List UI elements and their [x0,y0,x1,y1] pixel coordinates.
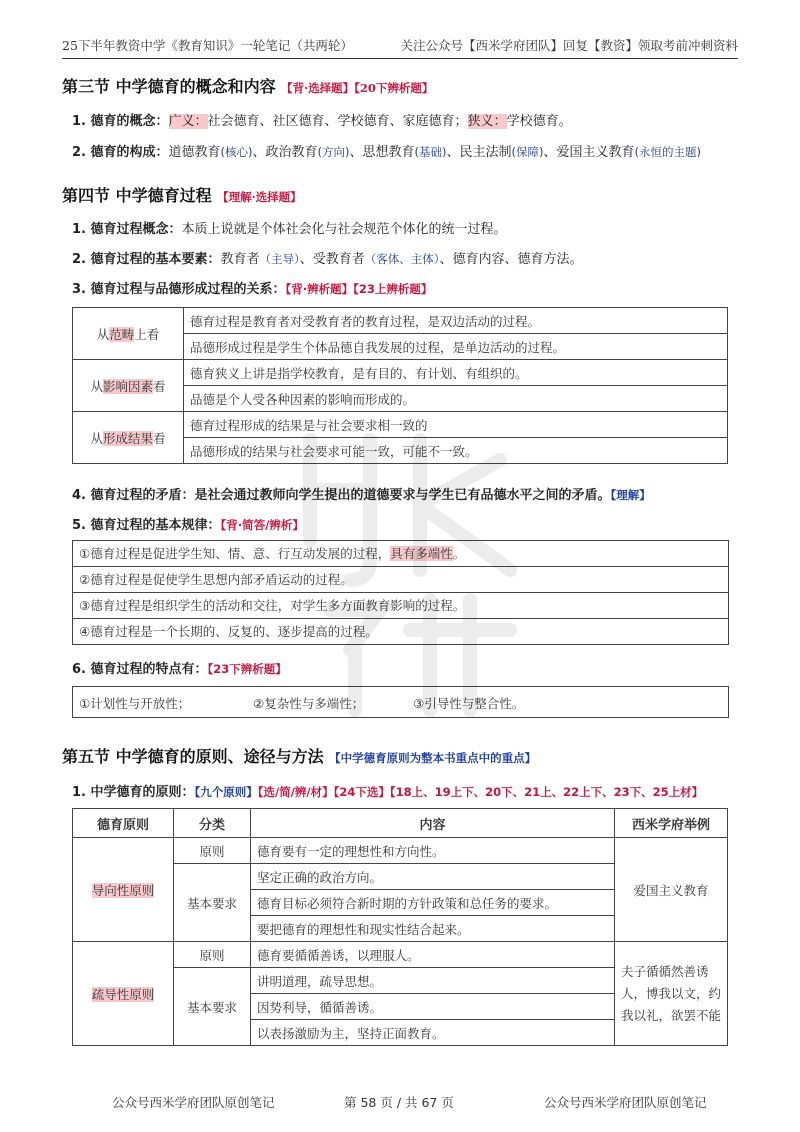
list-item: ④德育过程是一个长期的、反复的、逐步提高的过程。 [79,624,378,639]
process-elements: 2. 德育过程的基本要素：教育者（主导）、受教育者（客体、主体）、德育内容、德育方法。 [72,252,583,267]
relation-cell: 品德是个人受各种因素的影响而形成的。 [184,386,728,412]
footer-right: 公众号西米学府团队原创笔记 [544,1095,707,1110]
table-row [73,360,728,386]
page-number: 第 58 页 / 共 67 页 [344,1095,454,1110]
feature-item: ③引导性与整合性。 [413,696,525,711]
header-right: 关注公众号【西米学府团队】回复【教资】领取考前冲刺资料 [400,38,738,53]
relation-cell: 德育狭义上讲是指学校教育，是有目的、有计划、有组织的。 [184,360,728,386]
principle-content: 坚定正确的政治方向。 [251,864,615,890]
relation-cell: 德育过程是教育者对受教育者的教育过程，是双边活动的过程。 [184,308,728,334]
header-divider [62,58,738,59]
section-5-note: 【中学德育原则为整本书重点中的重点】 [329,751,537,765]
principle-content: 因势利导，循循善诱。 [251,994,615,1020]
relation-cell: 品德形成的结果与社会要求可能一致，可能不一致。 [184,438,728,464]
section-4-tags: 【理解·选择题】 [217,190,302,204]
table-row [73,308,728,334]
relation-label: 从影响因素看 [73,360,184,412]
relation-label: 从形成结果看 [73,412,184,464]
relation-cell: 品德形成过程是学生个体品德自我发展的过程，是单边活动的过程。 [184,334,728,360]
principle-content: 德育要有一定的理想性和方向性。 [251,838,615,864]
principle-content: 讲明道理，疏导思想。 [251,968,615,994]
table-row [73,942,728,968]
principle-category: 原则 [174,838,251,864]
footer-left: 公众号西米学府团队原创笔记 [112,1095,275,1110]
page-header [62,36,738,56]
moral-education-components: 2. 德育的构成：道德教育(核心)、政治教育(方向)、思想教育(基础)、民主法制(保障)、爱国主义教育(永恒的主题) [72,145,702,160]
principle-content: 以表扬激励为主，坚持正面教育。 [251,1020,615,1046]
principles-heading: 1. 中学德育的原则：【九个原则】【选/简/辨/材】【24下选】【18上、19上下、20下、21上、22上下、23下、25上材】 [72,785,704,800]
process-contradiction: 4. 德育过程的矛盾：是社会通过教师向学生提出的道德要求与学生已有品德水平之间的矛盾。【理解】 [72,488,651,503]
relation-label: 从范畴上看 [73,308,184,360]
feature-item: ①计划性与开放性； [79,696,191,711]
col-header: 分类 [174,809,251,838]
section-5-title: 第五节 中学德育的原则、途径与方法 【中学德育原则为整本书重点中的重点】 [62,747,537,766]
table-row [73,838,728,864]
col-header: 内容 [251,809,615,838]
list-item: ①德育过程是促进学生知、情、意、行互动发展的过程，具有多端性。 [73,541,728,567]
principle-category: 基本要求 [174,864,251,942]
relation-cell: 德育过程形成的结果是与社会要求相一致的 [184,412,728,438]
process-features-heading: 6. 德育过程的特点有：【23下辨析题】 [72,662,287,677]
principle-category: 原则 [174,942,251,968]
principle-example: 夫子循循然善诱人，博我以文，约我以礼，欲罢不能 [615,942,728,1046]
section-4-title: 第四节 中学德育过程 【理解·选择题】 [62,186,302,205]
principle-name: 疏导性原则 [73,942,174,1046]
col-header: 西米学府举例 [615,809,728,838]
principle-example: 爱国主义教育 [615,838,728,942]
process-relation-heading: 3. 德育过程与品德形成过程的关系：【背·辨析题】【23上辨析题】 [72,282,433,297]
process-concept: 1. 德育过程概念：本质上说就是个体社会化与社会规范个体化的统一过程。 [72,222,507,237]
header-left: 25下半年教资中学《教育知识》一轮笔记（共两轮） [62,38,353,53]
principle-content: 德育要循循善诱，以理服人。 [251,942,615,968]
section-3-title: 第三节 中学德育的概念和内容 【背·选择题】【20下辨析题】 [62,77,434,96]
feature-item: ②复杂性与多端性； [253,696,365,711]
table-header-row [73,809,728,838]
principle-content: 要把德育的理想性和现实性结合起来。 [251,916,615,942]
watermark-logo [270,420,540,720]
list-item: ③德育过程是组织学生的活动和交往，对学生多方面教育影响的过程。 [73,593,728,619]
principles-table [72,808,728,1046]
principle-name: 导向性原则 [73,838,174,942]
principle-content: 德育目标必须符合新时期的方针政策和总任务的要求。 [251,890,615,916]
col-header: 德育原则 [73,809,174,838]
principle-category: 基本要求 [174,968,251,1046]
list-item: ②德育过程是促使学生思想内部矛盾运动的过程。 [73,567,728,593]
section-3-tags: 【背·选择题】【20下辨析题】 [281,81,434,95]
process-laws-heading: 5. 德育过程的基本规律：【背·简答/辨析】 [72,518,304,533]
moral-education-concept: 1. 德育的概念：广义：社会德育、社区德育、学校德育、家庭德育；狭义：学校德育。 [72,114,572,129]
